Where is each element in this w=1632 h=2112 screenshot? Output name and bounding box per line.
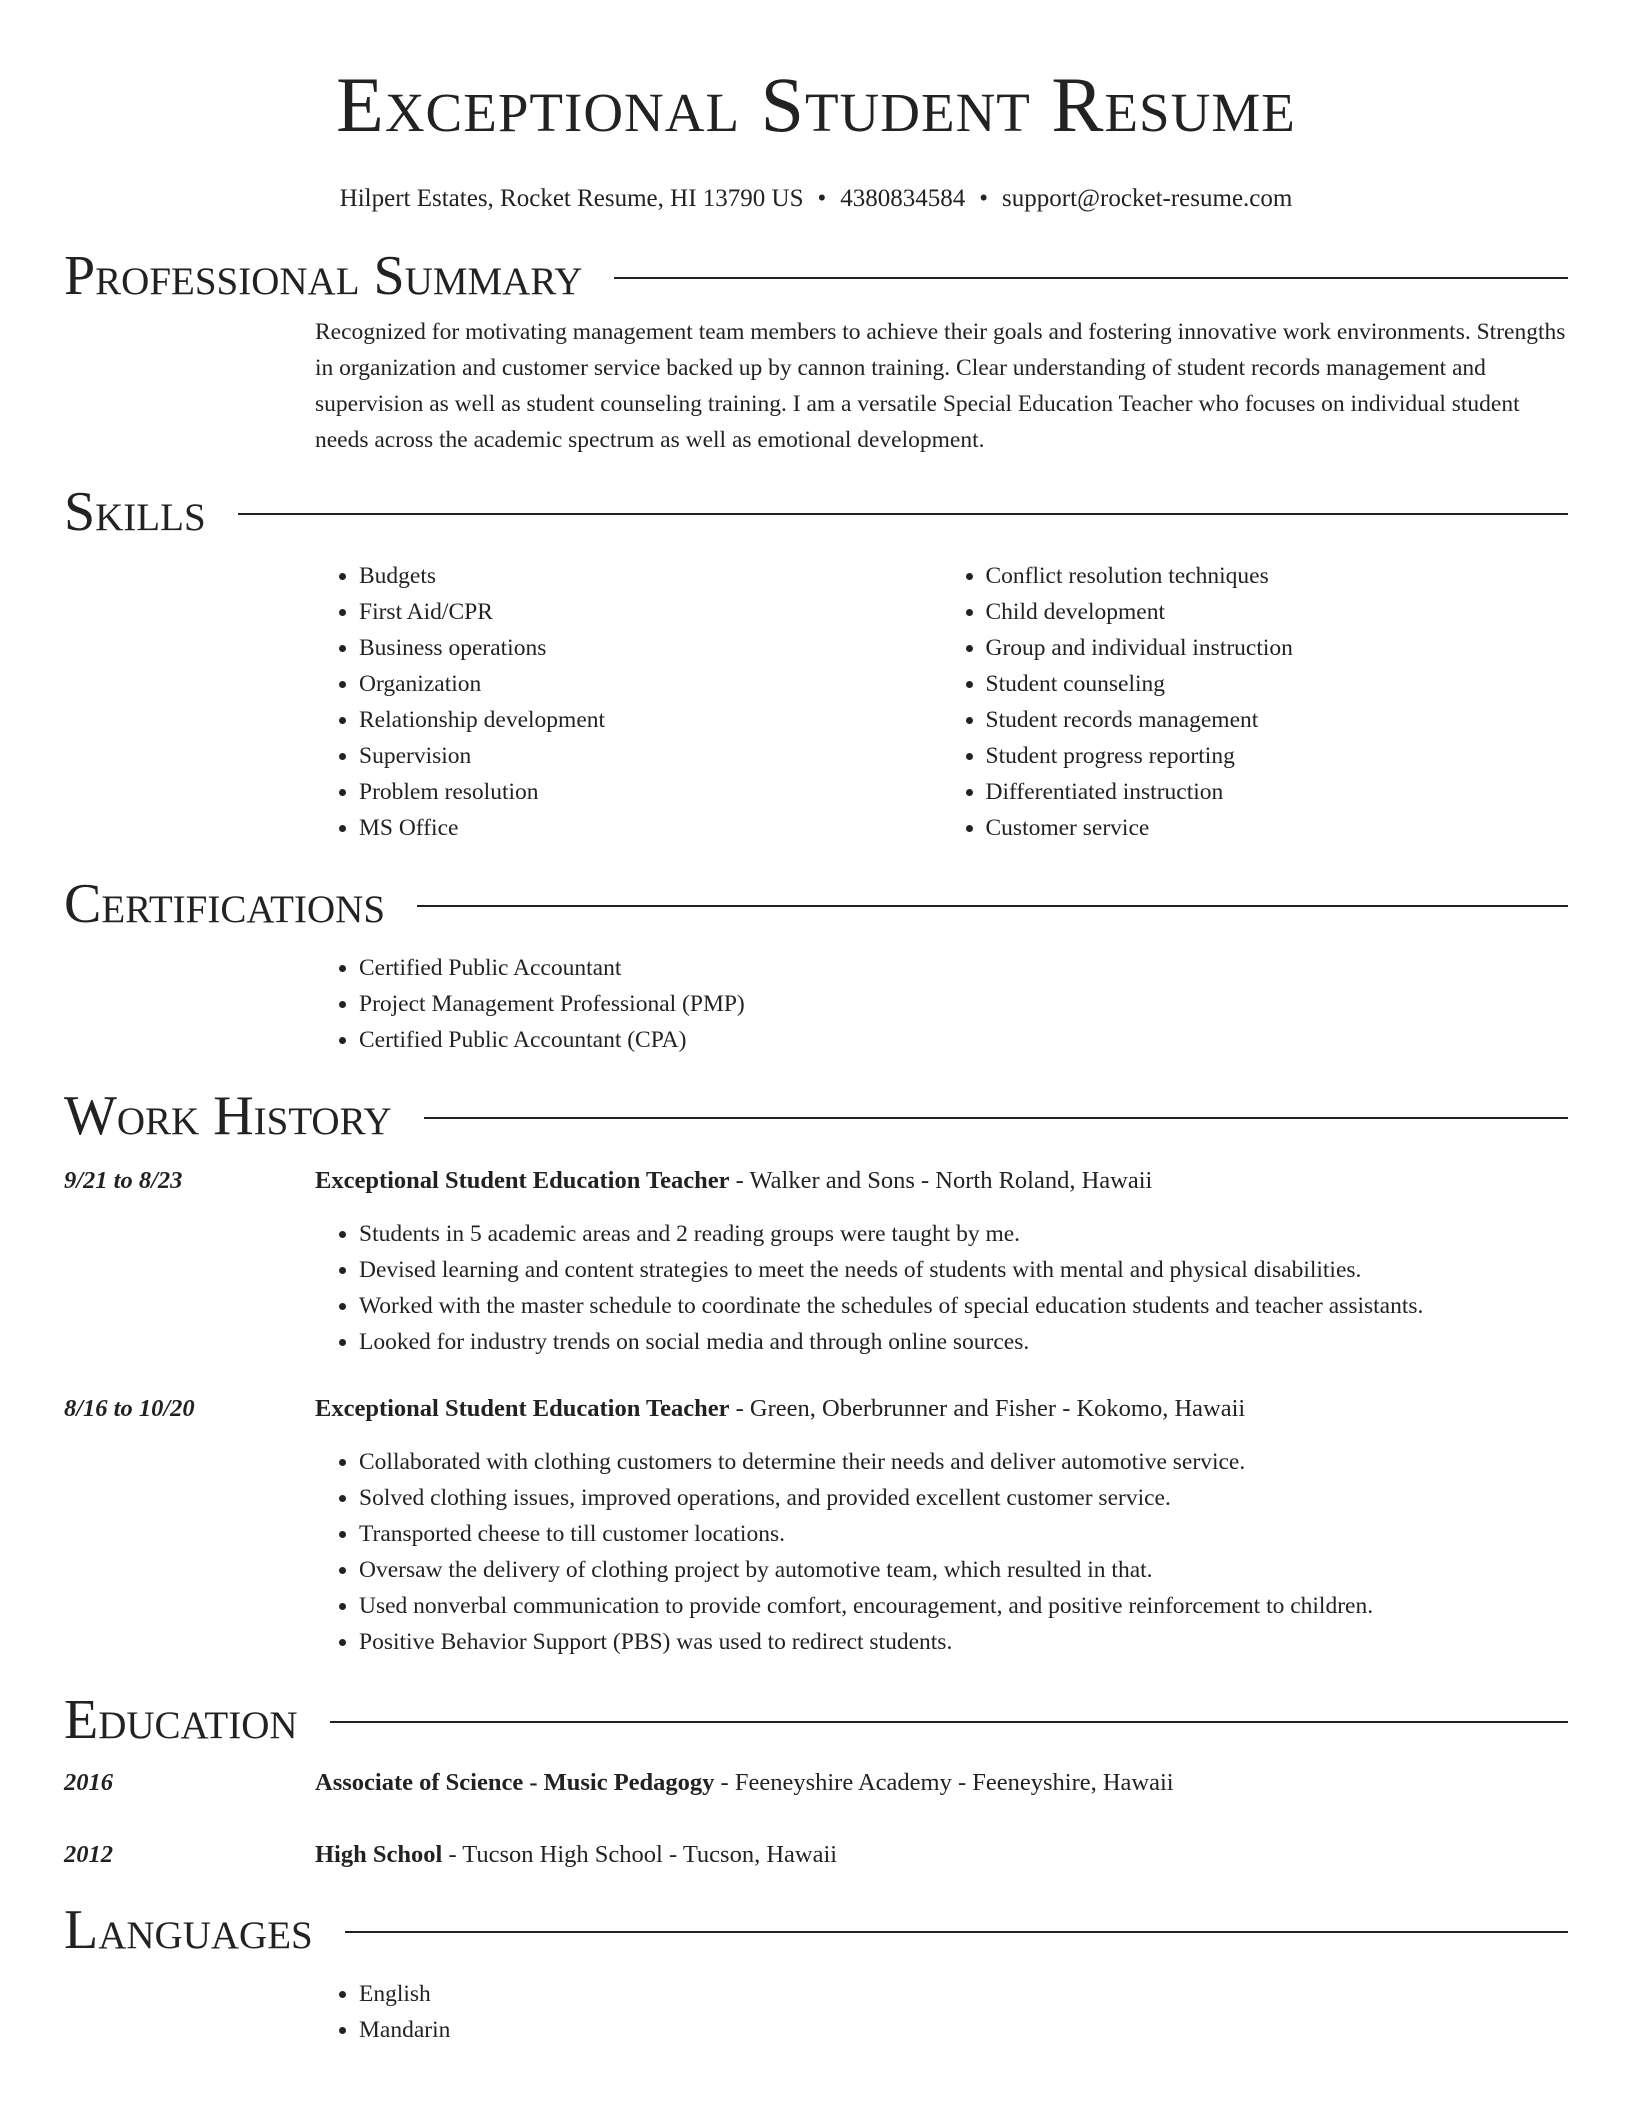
skill-item: • Business operations bbox=[359, 630, 942, 666]
skill-item: • Group and individual instruction bbox=[986, 630, 1569, 666]
job-bullet: • Collaborated with clothing customers to determine their needs and deliver automotive service. bbox=[359, 1444, 1568, 1480]
summary-heading: Professional Summary bbox=[64, 245, 583, 307]
job-line bbox=[315, 1392, 1245, 1426]
skill-item: • Supervision bbox=[359, 738, 942, 774]
education-year: 2012 bbox=[64, 1841, 113, 1868]
job-bullet: • Positive Behavior Support (PBS) was used to redirect students. bbox=[359, 1624, 1568, 1660]
language-item: • English bbox=[359, 1976, 1568, 2012]
languages-list bbox=[315, 1976, 1568, 2048]
certification-item: • Project Management Professional (PMP) bbox=[359, 986, 1568, 1022]
skill-item: • Organization bbox=[359, 666, 942, 702]
work-section bbox=[64, 1085, 1568, 1660]
skills-grid bbox=[315, 558, 1568, 846]
certifications-list bbox=[315, 950, 1568, 1058]
skill-item: • MS Office bbox=[359, 810, 942, 846]
languages-section bbox=[64, 1899, 1568, 2048]
job-bullets bbox=[315, 1216, 1568, 1360]
skills-list-left bbox=[315, 558, 942, 846]
skill-item: • Conflict resolution techniques bbox=[986, 558, 1569, 594]
job-entry bbox=[64, 1392, 1568, 1660]
job-entry bbox=[64, 1164, 1568, 1360]
certifications-body bbox=[315, 950, 1568, 1058]
skills-header bbox=[64, 481, 1568, 543]
job-bullet: • Looked for industry trends on social media and through online sources. bbox=[359, 1324, 1568, 1360]
job-bullets bbox=[315, 1444, 1568, 1660]
job-title: Exceptional Student Education Teacher bbox=[315, 1395, 730, 1422]
section-divider bbox=[345, 1931, 1568, 1933]
job-bullet: • Worked with the master schedule to coordinate the schedules of special education students and teacher assistants. bbox=[359, 1288, 1568, 1324]
skill-item: • Problem resolution bbox=[359, 774, 942, 810]
skill-item: • Child development bbox=[986, 594, 1569, 630]
certification-item: • Certified Public Accountant bbox=[359, 950, 1568, 986]
skill-item: • First Aid/CPR bbox=[359, 594, 942, 630]
contact-separator: • bbox=[817, 185, 827, 212]
languages-body bbox=[315, 1976, 1568, 2048]
contact-address: Hilpert Estates, Rocket Resume, HI 13790 US bbox=[339, 185, 804, 212]
job-bullet-list bbox=[315, 1444, 1568, 1660]
education-header bbox=[64, 1689, 1568, 1751]
education-year: 2016 bbox=[64, 1769, 113, 1796]
job-header bbox=[64, 1392, 1568, 1426]
summary-section bbox=[64, 245, 1568, 458]
education-line bbox=[315, 1838, 837, 1872]
skills-heading: Skills bbox=[64, 481, 206, 543]
work-heading: Work History bbox=[64, 1085, 392, 1147]
section-divider bbox=[238, 513, 1568, 515]
language-item: • Mandarin bbox=[359, 2012, 1568, 2048]
job-bullet: • Transported cheese to till customer locations. bbox=[359, 1516, 1568, 1552]
contact-phone: 4380834584 bbox=[840, 185, 966, 212]
job-bullet-list bbox=[315, 1216, 1568, 1360]
skill-item: • Differentiated instruction bbox=[986, 774, 1569, 810]
job-bullet: • Students in 5 academic areas and 2 reading groups were taught by me. bbox=[359, 1216, 1568, 1252]
contact-line bbox=[64, 184, 1568, 214]
skill-item: • Budgets bbox=[359, 558, 942, 594]
skill-item: • Relationship development bbox=[359, 702, 942, 738]
education-heading: Education bbox=[64, 1689, 298, 1751]
certifications-header bbox=[64, 873, 1568, 935]
skills-list-right bbox=[942, 558, 1569, 846]
section-divider bbox=[424, 1117, 1568, 1119]
job-bullet: • Solved clothing issues, improved operations, and provided excellent customer service. bbox=[359, 1480, 1568, 1516]
work-header bbox=[64, 1085, 1568, 1147]
education-entry bbox=[64, 1838, 1568, 1872]
job-details: - Walker and Sons - North Roland, Hawaii bbox=[729, 1167, 1153, 1194]
education-details: - Tucson High School - Tucson, Hawaii bbox=[442, 1841, 838, 1868]
job-bullet: • Used nonverbal communication to provide comfort, encouragement, and positive reinforcement to children. bbox=[359, 1588, 1568, 1624]
section-divider bbox=[330, 1721, 1568, 1723]
job-header bbox=[64, 1164, 1568, 1198]
certifications-heading: Certifications bbox=[64, 873, 386, 935]
summary-text: Recognized for motivating management team members to achieve their goals and fostering innovative work environments. Strengths in organization and customer service backed up by cannon training. Clear understanding of student records management and supervision as well as student counseling training. I am a versatile Special Education Teacher who focuses on individual student needs across the academic spectrum as well as emotional development. bbox=[315, 319, 1566, 453]
resume-name: Exceptional Student Resume bbox=[336, 61, 1296, 148]
contact-email: support@rocket-resume.com bbox=[1002, 185, 1293, 212]
education-degree: High School bbox=[315, 1841, 443, 1868]
job-dates: 8/16 to 10/20 bbox=[64, 1395, 195, 1422]
skill-item: • Customer service bbox=[986, 810, 1569, 846]
job-bullet: • Devised learning and content strategies to meet the needs of students with mental and physical disabilities. bbox=[359, 1252, 1568, 1288]
languages-header bbox=[64, 1899, 1568, 1961]
job-title: Exceptional Student Education Teacher bbox=[315, 1167, 730, 1194]
certification-item: • Certified Public Accountant (CPA) bbox=[359, 1022, 1568, 1058]
certifications-section bbox=[64, 873, 1568, 1058]
job-dates: 9/21 to 8/23 bbox=[64, 1167, 183, 1194]
section-divider bbox=[614, 277, 1568, 279]
skill-item: • Student counseling bbox=[986, 666, 1569, 702]
languages-heading: Languages bbox=[64, 1899, 313, 1961]
education-line bbox=[315, 1766, 1174, 1800]
skills-section bbox=[64, 481, 1568, 846]
summary-header bbox=[64, 245, 1568, 307]
education-section bbox=[64, 1689, 1568, 1872]
job-bullet: • Oversaw the delivery of clothing project by automotive team, which resulted in that. bbox=[359, 1552, 1568, 1588]
skill-item: • Student records management bbox=[986, 702, 1569, 738]
education-entry bbox=[64, 1766, 1568, 1800]
education-details: - Feeneyshire Academy - Feeneyshire, Hawaii bbox=[714, 1769, 1174, 1796]
contact-separator: • bbox=[979, 185, 989, 212]
section-divider bbox=[417, 905, 1568, 907]
skill-item: • Student progress reporting bbox=[986, 738, 1569, 774]
job-line bbox=[315, 1164, 1152, 1198]
job-details: - Green, Oberbrunner and Fisher - Kokomo, Hawaii bbox=[729, 1395, 1246, 1422]
education-degree: Associate of Science - Music Pedagogy bbox=[315, 1769, 715, 1796]
